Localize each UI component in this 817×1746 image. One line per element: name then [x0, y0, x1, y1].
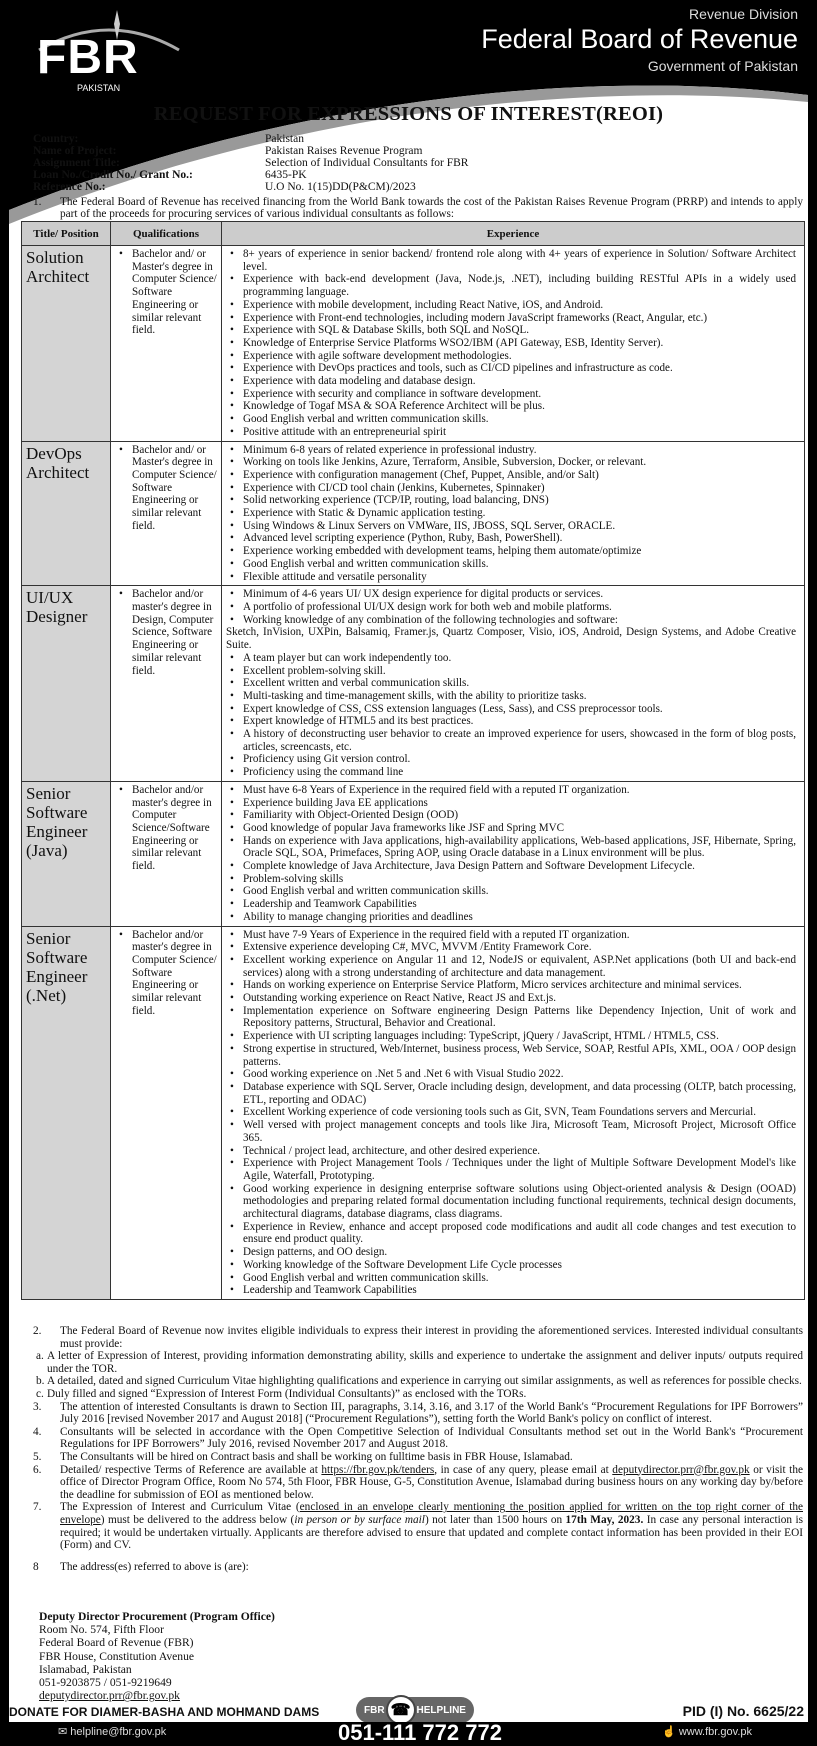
para-number: a. [36, 1350, 44, 1363]
experience-cell [222, 586, 805, 782]
experience-cell [222, 781, 805, 926]
meta-value: Selection of Individual Consultants for FBR [265, 157, 469, 169]
qualifications-cell [111, 586, 222, 782]
para-text: The Federal Board of Revenue now invites eligible individuals to express their interest in providing the aforementioned services. Interested individual consultants must provide: [60, 1325, 803, 1350]
paragraph-7 [33, 1501, 803, 1551]
experience-list [226, 929, 796, 1297]
footer-website[interactable] [662, 1725, 752, 1738]
table-row [22, 246, 805, 442]
meta-row [33, 181, 468, 193]
experience-item: • Experience with CI/CD tool chain (Jenkins, Kubernetes, Spinnaker) [226, 482, 796, 495]
paragraph-3 [33, 1401, 803, 1426]
helpline-badge [356, 1697, 474, 1722]
mail-icon: ✉ [58, 1726, 71, 1738]
terms-paragraphs [33, 1325, 803, 1573]
experience-item: • Leadership and Teamwork Capabilities [226, 898, 796, 911]
paragraph-2a [33, 1350, 803, 1375]
experience-item: • Implementation experience on Software engineering Design Patterns like Dependency Injection, Unit of work and Repository patterns, Structural, Behavior and Creational. [226, 1005, 796, 1030]
qualifications-cell [111, 441, 222, 586]
envelope-note: enclosed in an envelope clearly mentioning the position applied for written on the top right corner of the envelope [60, 1501, 803, 1526]
badge-helpline: HELPLINE [416, 1704, 466, 1716]
experience-item: • Must have 6-8 Years of Experience in the required field with a reputed IT organization. [226, 784, 796, 797]
meta-row [33, 157, 468, 169]
paragraph-1 [33, 196, 803, 221]
meta-value: Pakistan [265, 133, 304, 145]
para-number: b. [36, 1375, 45, 1388]
para-text: The Expression of Interest and Curriculum Vitae ( [60, 1501, 300, 1514]
address-heading: Deputy Director Procurement (Program Office) [39, 1610, 275, 1623]
advertisement [9, 0, 808, 1722]
experience-item: • Good knowledge of popular Java frameworks like JSF and Spring MVC [226, 822, 796, 835]
experience-item: • Ability to manage changing priorities and deadlines [226, 911, 796, 924]
paragraph-2b [33, 1375, 803, 1388]
pid-number: PID (I) No. 6625/22 [682, 1703, 804, 1719]
experience-item: • Knowledge of Enterprise Service Platforms WSO2/IBM (API Gateway, ESB, Identity Server). [226, 337, 796, 350]
experience-item: • Good English verbal and written communication skills. [226, 885, 796, 898]
experience-item: • Experience with Project Management Tools / Techniques under the light of Multiple Software Development Model's like Agile, Waterfall, Prototyping. [226, 1157, 796, 1182]
experience-item: • Flexible attitude and versatile personality [226, 571, 796, 584]
experience-item: • Outstanding working experience on React Native, React JS and Ext.js. [226, 992, 796, 1005]
para-text: Consultants will be selected in accordance with the Open Competitive Selection of Individual Consultants method set out in the World Bank's “Procurement Regulations for IPF Borrowers” July 2016, revised November 2017 and August 2018. [60, 1425, 803, 1451]
paragraph-2c [33, 1388, 803, 1401]
qualifications-cell [111, 926, 222, 1299]
address-line: Room No. 574, Fifth Floor [39, 1623, 164, 1637]
experience-item: • Experience working embedded with development teams, helping them automate/optimize [226, 545, 796, 558]
paragraph-2 [33, 1325, 803, 1350]
experience-cell [222, 441, 805, 586]
government: Government of Pakistan [647, 58, 798, 74]
experience-item: • Working knowledge of the Software Development Life Cycle processes [226, 1259, 796, 1272]
address-block [39, 1610, 275, 1702]
experience-item: • Experience with UI scripting languages including: TypeScript, jQuery / JavaScript, HTML / HTML5, CSS. [226, 1030, 796, 1043]
para-number: 5. [33, 1450, 42, 1463]
experience-item: • Must have 7-9 Years of Experience in the required field with a reputed IT organization. [226, 929, 796, 942]
experience-item: • Proficiency using Git version control. [226, 753, 796, 766]
position-title: Solution Architect [22, 246, 111, 442]
qualification-item: • Bachelor and/ or Master's degree in Computer Science/ Software Engineering or similar relevant field. [115, 444, 217, 533]
meta-row [33, 169, 468, 181]
experience-item: • Good working experience on .Net 5 and .Net 6 with Visual Studio 2022. [226, 1068, 796, 1081]
experience-item: • Experience with back-end development (Java, Node.js, .NET), including building RESTful APIs in a widely used programming language. [226, 273, 796, 298]
footer-bar [0, 1722, 817, 1743]
para-text: The Consultants will be hired on Contract basis and shall be working on fulltime basis in FBR House, Islamabad. [60, 1450, 573, 1463]
table-row [22, 441, 805, 586]
delivery-mode: in person or by surface mail [294, 1513, 425, 1526]
para-number: 6. [33, 1463, 42, 1476]
table-row [22, 781, 805, 926]
position-title: UI/UX Designer [22, 586, 111, 782]
qualification-item: • Bachelor and/or master's degree in Computer Science/ Software Engineering or similar relevant field. [115, 929, 217, 1018]
experience-item: • Using Windows & Linux Servers on VMWare, IIS, JBOSS, SQL Server, ORACLE. [226, 520, 796, 533]
para-text: The attention of interested Consultants is drawn to Section III, paragraphs, 3.14, 3.16, and 3.17 of the World Bank's “Procurement Regulations for IPF Borrowers” July 2016 [revised November 2017 and August 2018] (“Procurement Regulations”), setting forth the World Bank's policy on conflict of interest. [60, 1400, 803, 1426]
experience-item: • Complete knowledge of Java Architecture, Java Design Pattern and Software Development Lifecycle. [226, 860, 796, 873]
experience-list [226, 588, 796, 779]
experience-item: • Minimum 6-8 years of related experience in professional industry. [226, 444, 796, 457]
experience-item: • Experience with mobile development, including React Native, iOS, and Android. [226, 299, 796, 312]
experience-item: • Familiarity with Object-Oriented Design (OOD) [226, 809, 796, 822]
position-title: DevOps Architect [22, 441, 111, 586]
experience-item: • Good English verbal and written communication skills. [226, 413, 796, 426]
experience-item: • Hands on experience with Java applications, high-availability applications, Web-based applications, JSF, Hibernate, Spring, Oracle SQL, SOA, Primefaces, Spring AOP, using Oracle database in a Linux environment will be plus. [226, 835, 796, 860]
meta-value: Pakistan Raises Revenue Program [265, 145, 423, 157]
table-row [22, 926, 805, 1299]
para-number: c. [36, 1387, 44, 1400]
experience-item: • Good English verbal and written communication skills. [226, 1272, 796, 1285]
email-link[interactable]: deputydirector.prr@fbr.gov.pk [612, 1463, 750, 1476]
meta-label: Country: [33, 133, 79, 145]
footer-phone: 051-111 772 772 [338, 1720, 502, 1745]
positions-table [21, 221, 805, 1300]
para-number: 4. [33, 1425, 42, 1438]
experience-item: • Experience with DevOps practices and tools, such as CI/CD pipelines and infrastructure as code. [226, 362, 796, 375]
experience-list [226, 784, 796, 924]
meta-row [33, 145, 468, 157]
experience-item: • A team player but can work independently too. [226, 652, 796, 665]
experience-list [226, 248, 796, 439]
position-title: Senior Software Engineer (Java) [22, 781, 111, 926]
experience-item: • Advanced level scripting experience (Python, Ruby, Bash, PowerShell). [226, 532, 796, 545]
page-title: REQUEST FOR EXPRESSIONS OF INTEREST(REOI) [153, 103, 664, 125]
experience-item: • Expert knowledge of HTML5 and its best practices. [226, 715, 796, 728]
qualification-item: • Bachelor and/ or Master's degree in Computer Science/ Software Engineering or similar relevant field. [115, 248, 217, 337]
meta-label: Reference No.: [33, 181, 106, 193]
paragraph-6 [33, 1464, 803, 1502]
experience-item: • A portfolio of professional UI/UX design work for both web and mobile platforms. [226, 601, 796, 614]
experience-item: • Good English verbal and written communication skills. [226, 558, 796, 571]
experience-item: • Extensive experience developing C#, MVC, MVVM /Entity Framework Core. [226, 941, 796, 954]
experience-item: • Technical / project lead, architecture, and other desired experience. [226, 1145, 796, 1158]
para-text: Duly filled and signed “Expression of Interest Form (Individual Consultants)” as enclosed with the TORs. [47, 1387, 527, 1400]
experience-item: • Working on tools like Jenkins, Azure, Terraform, Ansible, Subversion, Docker, or relevant. [226, 456, 796, 469]
meta-label: Assignment Title: [33, 157, 120, 169]
experience-cell [222, 926, 805, 1299]
badge-fbr: FBR [364, 1704, 385, 1716]
project-meta [33, 133, 468, 193]
address-line: Islamabad, Pakistan [39, 1662, 132, 1676]
experience-item: • Experience with Front-end technologies, including modern JavaScript frameworks (React, Angular, etc.) [226, 312, 796, 325]
para-number: 8 [33, 1560, 39, 1573]
experience-item: • Hands on working experience on Enterprise Service Platform, Micro services architecture and minimal services. [226, 979, 796, 992]
footer-website-text: www.fbr.gov.pk [678, 1726, 752, 1738]
experience-item: • Leadership and Teamwork Capabilities [226, 1284, 796, 1297]
paragraph-8 [33, 1561, 803, 1574]
col-experience: Experience [222, 222, 805, 246]
experience-item: • Experience with Static & Dynamic application testing. [226, 507, 796, 520]
footer-email[interactable] [58, 1725, 166, 1738]
experience-item: • Database experience with SQL Server, Oracle including design, development, and data processing (OLTP, batch processing, ETL, reporting and ODAC) [226, 1081, 796, 1106]
fbr-logo: FBR [37, 31, 139, 84]
experience-item: • Design patterns, and OO design. [226, 1246, 796, 1259]
experience-item: • Excellent working experience on Angular 11 and 12, NodeJS or equivalent, ASP.Net applications (both UI and back-end services) along with a strong understanding of architecture and data management. [226, 954, 796, 979]
experience-item: • Proficiency using the command line [226, 766, 796, 779]
paragraph-5 [33, 1451, 803, 1464]
org-name: Federal Board of Revenue [481, 24, 798, 54]
experience-cell [222, 246, 805, 442]
experience-list [226, 444, 796, 584]
para-text: , in case of any query, please email at [434, 1463, 613, 1476]
col-title: Title/ Position [22, 222, 111, 246]
para-text: A detailed, dated and signed Curriculum Vitae highlighting qualifications and experience in carrying out similar assignments, as well as references for possible checks. [47, 1375, 802, 1388]
para-text: The Federal Board of Revenue has received financing from the World Bank towards the cost of the Pakistan Raises Revenue Program (PRRP) and intends to apply part of the proceeds for procuring services of various individual consultants as follows: [60, 196, 803, 221]
experience-item: • Knowledge of Togaf MSA & SOA Reference Architect will be plus. [226, 400, 796, 413]
col-qualifications: Qualifications [111, 222, 222, 246]
experience-item: • Excellent Working experience of code versioning tools such as Git, SVN, Team Foundations servers and Mercurial. [226, 1106, 796, 1119]
experience-item: • Expert knowledge of CSS, CSS extension languages (Less, Sass), and CSS preprocessor tools. [226, 703, 796, 716]
para-text: or visit the office of Director Program Office, Room No 574, 5th Floor, FBR House, G-5, Constitution Avenue, Islamabad during business hours on any working day by/before the deadline for submission of EOI as mentioned below. [60, 1463, 803, 1501]
experience-item: • Excellent written and verbal communication skills. [226, 677, 796, 690]
logo-subtitle: PAKISTAN [77, 83, 121, 93]
experience-item: • Experience building Java EE applications [226, 797, 796, 810]
para-number: 2. [33, 1325, 42, 1337]
para-text: ) not later than 1500 hours on [424, 1513, 566, 1526]
meta-value: 6435-PK [265, 169, 307, 181]
experience-item: • Multi-tasking and time-management skills, with the ability to prioritize tasks. [226, 690, 796, 703]
meta-value: U.O No. 1(15)DD(P&CM)/2023 [265, 181, 416, 193]
pointer-icon: ☝ [662, 1726, 679, 1738]
paragraph-4 [33, 1426, 803, 1451]
para-number: 7. [33, 1501, 42, 1514]
experience-item: • Well versed with project management concepts and tools like Jira, Microsoft Team, Microsoft Project, Microsoft Office 365. [226, 1119, 796, 1144]
para-number: 3. [33, 1400, 42, 1413]
experience-item: • Working knowledge of any combination of the following technologies and software: [226, 614, 796, 627]
para-text: In case any personal interaction is required; it would be undertaken virtually. Applicants are therefore advised to ensure that updated and complete contact information has been provided in their EOI (Form) and CV. [60, 1513, 804, 1552]
para-text: The address(es) referred to above is (are): [60, 1560, 249, 1573]
experience-item: • Positive attitude with an entrepreneurial spirit [226, 426, 796, 439]
qualification-item: • Bachelor and/or master's degree in Design, Computer Science, Software Engineering or similar relevant field. [115, 588, 217, 677]
experience-item: • Experience with security and compliance in software development. [226, 388, 796, 401]
tenders-link[interactable]: https://fbr.gov.pk/tenders [321, 1463, 435, 1476]
para-text: A letter of Expression of Interest, providing information demonstrating ability, skills and experience to undertake the assignment and deliver inputs/ outputs required under the TOR. [47, 1350, 803, 1375]
table-row [22, 586, 805, 782]
experience-item: • Solid networking experience (TCP/IP, routing, load balancing, DNS) [226, 494, 796, 507]
meta-row [33, 133, 468, 145]
para-number: 1. [33, 196, 42, 208]
experience-item: • Experience with configuration management (Chef, Puppet, Ansible, and/or Salt) [226, 469, 796, 482]
experience-item: • Strong expertise in structured, Web/Internet, business process, Web Service, SOAP, Restful APIs, XML, OOA / OOP design patterns. [226, 1043, 796, 1068]
experience-item: Sketch, InVision, UXPin, Balsamiq, Framer.js, Quartz Composer, Visio, iOS, Android, Design Systems, and Adobe Creative Suite. [226, 626, 796, 652]
qualification-item: • Bachelor and/or master's degree in Computer Science/Software Engineering or similar relevant field. [115, 784, 217, 873]
qualifications-cell [111, 246, 222, 442]
experience-item: • Good working experience in designing enterprise software solutions using Object-oriented analysis & Design (OOAD) methodologies and preparing related formal documentation including functional requirements, technical design documents, architectural diagrams, database diagrams, class diagrams. [226, 1183, 796, 1221]
qualifications-cell [111, 781, 222, 926]
experience-item: • Experience with SQL & Database Skills, both SQL and NoSQL. [226, 324, 796, 337]
experience-item: • Experience with agile software development methodologies. [226, 350, 796, 363]
experience-item: • Minimum of 4-6 years UI/ UX design experience for digital products or services. [226, 588, 796, 601]
para-text: Detailed/ respective Terms of Reference are available at [60, 1463, 322, 1476]
meta-label: Loan No./Credit No./ Grant No.: [33, 169, 193, 181]
para-text: ) must be delivered to the address below ( [100, 1513, 295, 1526]
experience-item: • A history of deconstructing user behavior to create an improved experience for users, showcased in the form of blog posts, articles, screencasts, etc. [226, 728, 796, 753]
address-line: FBR House, Constitution Avenue [39, 1649, 195, 1663]
experience-item: • Experience with data modeling and database design. [226, 375, 796, 388]
experience-item: • Experience in Review, enhance and accept proposed code modifications and audit all code changes and test execution to ensure end product quality. [226, 1221, 796, 1246]
phone-icon: ☎ [386, 1695, 416, 1722]
meta-label: Name of Project: [33, 145, 117, 157]
donate-banner: DONATE FOR DIAMER-BASHA AND MOHMAND DAMS [9, 1705, 320, 1719]
position-title: Senior Software Engineer (.Net) [22, 926, 111, 1299]
address-line: 051-9203875 / 051-9219649 [39, 1676, 172, 1690]
experience-item: • Problem-solving skills [226, 873, 796, 886]
address-line: Federal Board of Revenue (FBR) [39, 1636, 194, 1650]
footer-email-text: helpline@fbr.gov.pk [70, 1726, 167, 1738]
address-email-link[interactable]: deputydirector.prr@fbr.gov.pk [39, 1689, 180, 1703]
experience-item: • 8+ years of experience in senior backend/ frontend role along with 4+ years of experience in Solution/ Software Architect level. [226, 248, 796, 273]
division: Revenue Division [689, 6, 798, 22]
deadline-date: 17th May, 2023. [565, 1513, 644, 1526]
experience-item: • Excellent problem-solving skill. [226, 665, 796, 678]
